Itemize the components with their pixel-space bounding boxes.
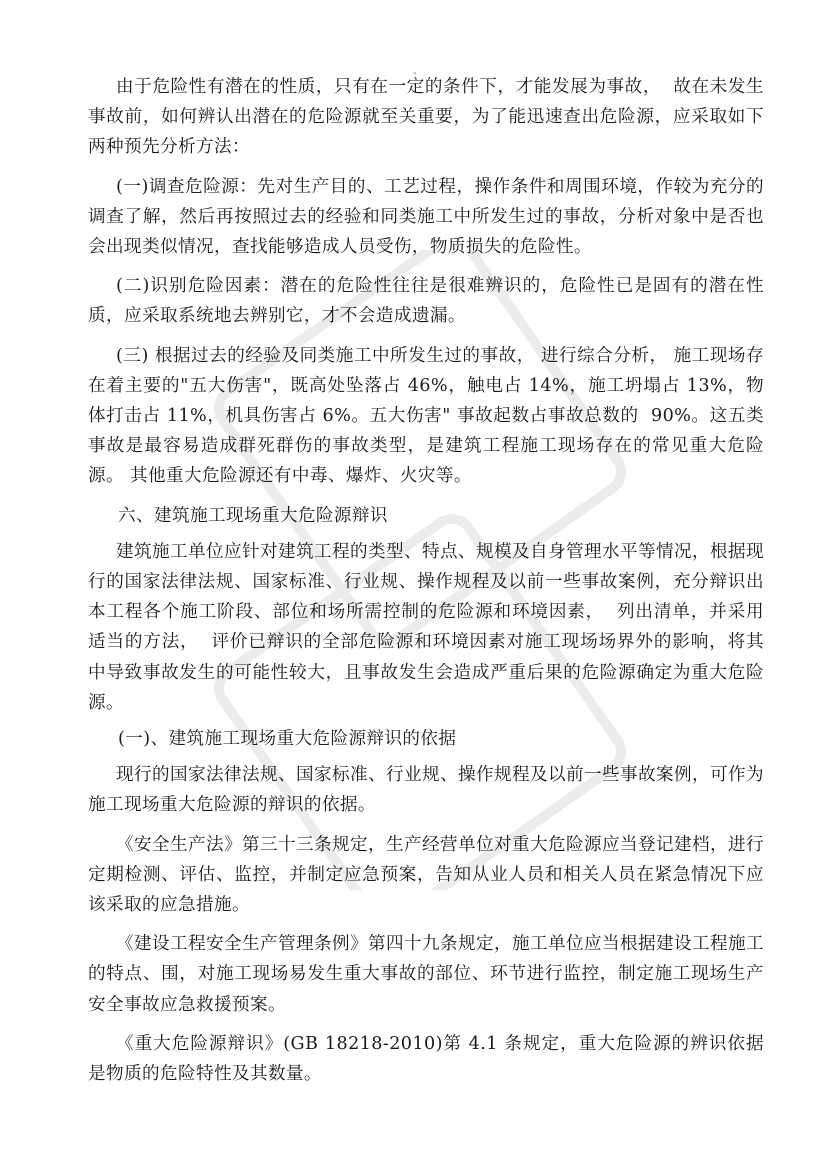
paragraph-method-3: (三) 根据过去的经验及同类施工中所发生过的事故， 进行综合分析， 施工现场存在着主要的"五大伤害"，既高处坠落占 46%，触电占 14%，施工坍塌占 13%，物体打击占 11%，机具伤害占 6%。五大伤害" 事故起数占事故总数的 90%。这五类事故是最容易造成群死群伤的事故类型，是建筑工程施工现场存在的常见重大危险源。 其他重大危险源还有中毒、爆炸、火灾等。	[88, 345, 764, 487]
subsection-heading-1: (一)、建筑施工现场重大危险源辩识的依据	[118, 729, 457, 750]
paragraph-basis: 现行的国家法律法规、国家标准、行业规、操作规程及以前一些事故案例，可作为施工现场重大危险源的辩识的依据。	[88, 765, 764, 816]
paragraph-standard: 《重大危险源辩识》(GB 18218-2010)第 4.1 条规定，重大危险源的辨识依据是物质的危险特性及其数量。	[88, 1033, 764, 1085]
paragraph-method-2: (二)识别危险因素：潜在的危险性往往是很难辨识的，危险性已是固有的潜在性质，应采取系统地去辨别它，才不会造成遗漏。	[88, 276, 764, 327]
paragraph-section-6: 建筑施工单位应针对建筑工程的类型、特点、规模及自身管理水平等情况，根据现行的国家法律法规、国家标准、行业规、操作规程及以前一些事故案例，充分辩识出本工程各个施工阶段、部位和场所需控制的危险源和环境因素， 列出清单，并采用适当的方法， 评价已辩识的全部危险源和环境因素对施工现场场界外的影响，将其中导致事故发生的可能性较大，且事故发生会造成严重后果的危险源确定为重大危险源。	[88, 541, 764, 713]
paragraph-method-1: (一)调查危险源：先对生产目的、工艺过程，操作条件和周围环境，作较为充分的调查了解，然后再按照过去的经验和同类施工中所发生过的事故，分析对象中是否也会出现类似情况，查找能够造成人员受伤，物质损失的危险性。	[88, 176, 764, 258]
paragraph-regulation: 《建设工程安全生产管理条例》第四十九条规定，施工单位应当根据建设工程施工的特点、围，对施工现场易发生重大事故的部位、环节进行监控，制定施工现场生产安全事故应急救援预案。	[88, 934, 764, 1015]
paragraph-intro: 由于危险性有潜在的性质，只有在一定的条件下，才能发展为事故， 故在未发生事故前，如何辨认出潜在的危险源就至关重要，为了能迅速查出危险源，应采取如下两种预先分析方法：	[88, 77, 764, 158]
section-heading-6: 六、建筑施工现场重大危险源辩识	[118, 505, 388, 526]
document-body	[88, 72, 764, 1089]
paragraph-safety-law: 《安全生产法》第三十三条规定，生产经营单位对重大危险源应当登记建档，进行定期检测、评估、监控，并制定应急预案，告知从业人员和相关人员在紧急情况下应该采取的应急措施。	[88, 834, 764, 916]
page-top-mark: -	[413, 68, 417, 79]
